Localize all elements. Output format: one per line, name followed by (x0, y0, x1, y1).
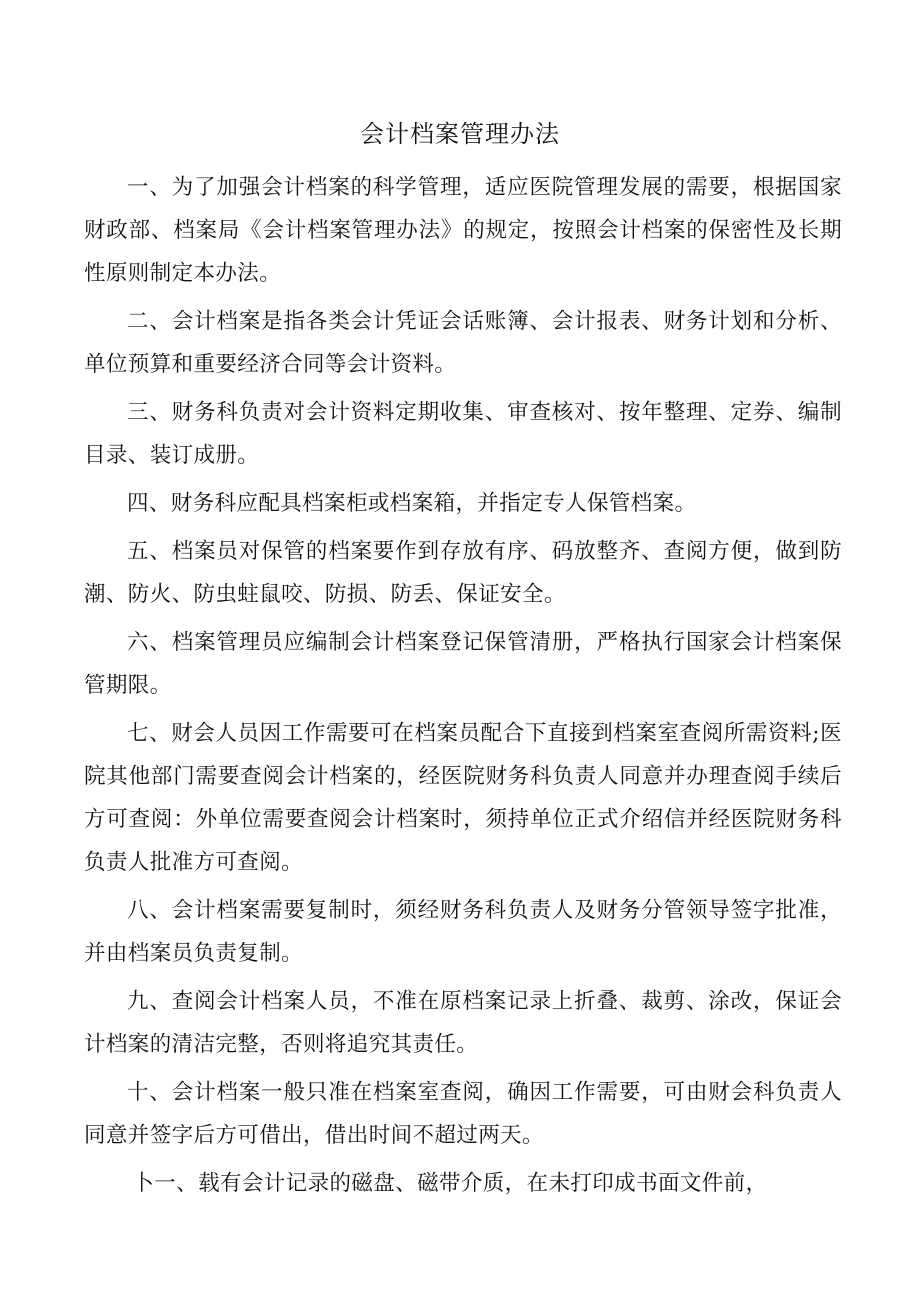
paragraph-10: 十、会计档案一般只准在档案室查阅，确因工作需要，可由财会科负责人同意并签字后方可借出，借出时间不超过两天。 (84, 1080, 842, 1148)
paragraph-7: 七、财会人员因工作需要可在档案员配合下直接到档案室查阅所需资料;医院其他部门需要查阅会计档案的，经医院财务科负责人同意并办理查阅手续后方可查阅：外单位需要查阅会计档案时，须持单位正式介绍信并经医院财务科负责人批准方可查阅。 (84, 721, 842, 875)
document-body (84, 166, 842, 1210)
paragraph-1: 一、为了加强会计档案的科学管理，适应医院管理发展的需要，根据国家财政部、档案局《会计档案管理办法》的规定，按照会计档案的保密性及长期性原则制定本办法。 (84, 175, 842, 286)
paragraph-11: 卜一、载有会计记录的磁盘、磁带介质，在未打印成书面文件前， (132, 1171, 768, 1196)
paragraph-8: 八、会计档案需要复制时，须经财务科负责人及财务分管领导签字批准，并由档案员负责复制。 (84, 898, 842, 966)
paragraph-2: 二、会计档案是指各类会计凭证会话账簿、会计报表、财务计划和分析、单位预算和重要经济合同等会计资料。 (84, 309, 842, 377)
paragraph-5: 五、档案员对保管的档案要作到存放有序、码放整齐、查阅方便，做到防潮、防火、防虫蛀鼠咬、防损、防丢、保证安全。 (84, 539, 842, 607)
paragraph-6: 六、档案管理员应编制会计档案登记保管清册，严格执行国家会计档案保管期限。 (84, 630, 842, 698)
document-title: 会计档案管理办法 (360, 120, 560, 148)
paragraph-3: 三、财务科负责对会计资料定期收集、审查核对、按年整理、定券、编制目录、装订成册。 (84, 400, 842, 468)
paragraph-9: 九、查阅会计档案人员，不准在原档案记录上折叠、裁剪、涂改，保证会计档案的清洁完整，否则将追究其责任。 (84, 989, 842, 1057)
paragraph-4: 四、财务科应配具档案柜或档案箱，并指定专人保管档案。 (127, 491, 697, 516)
